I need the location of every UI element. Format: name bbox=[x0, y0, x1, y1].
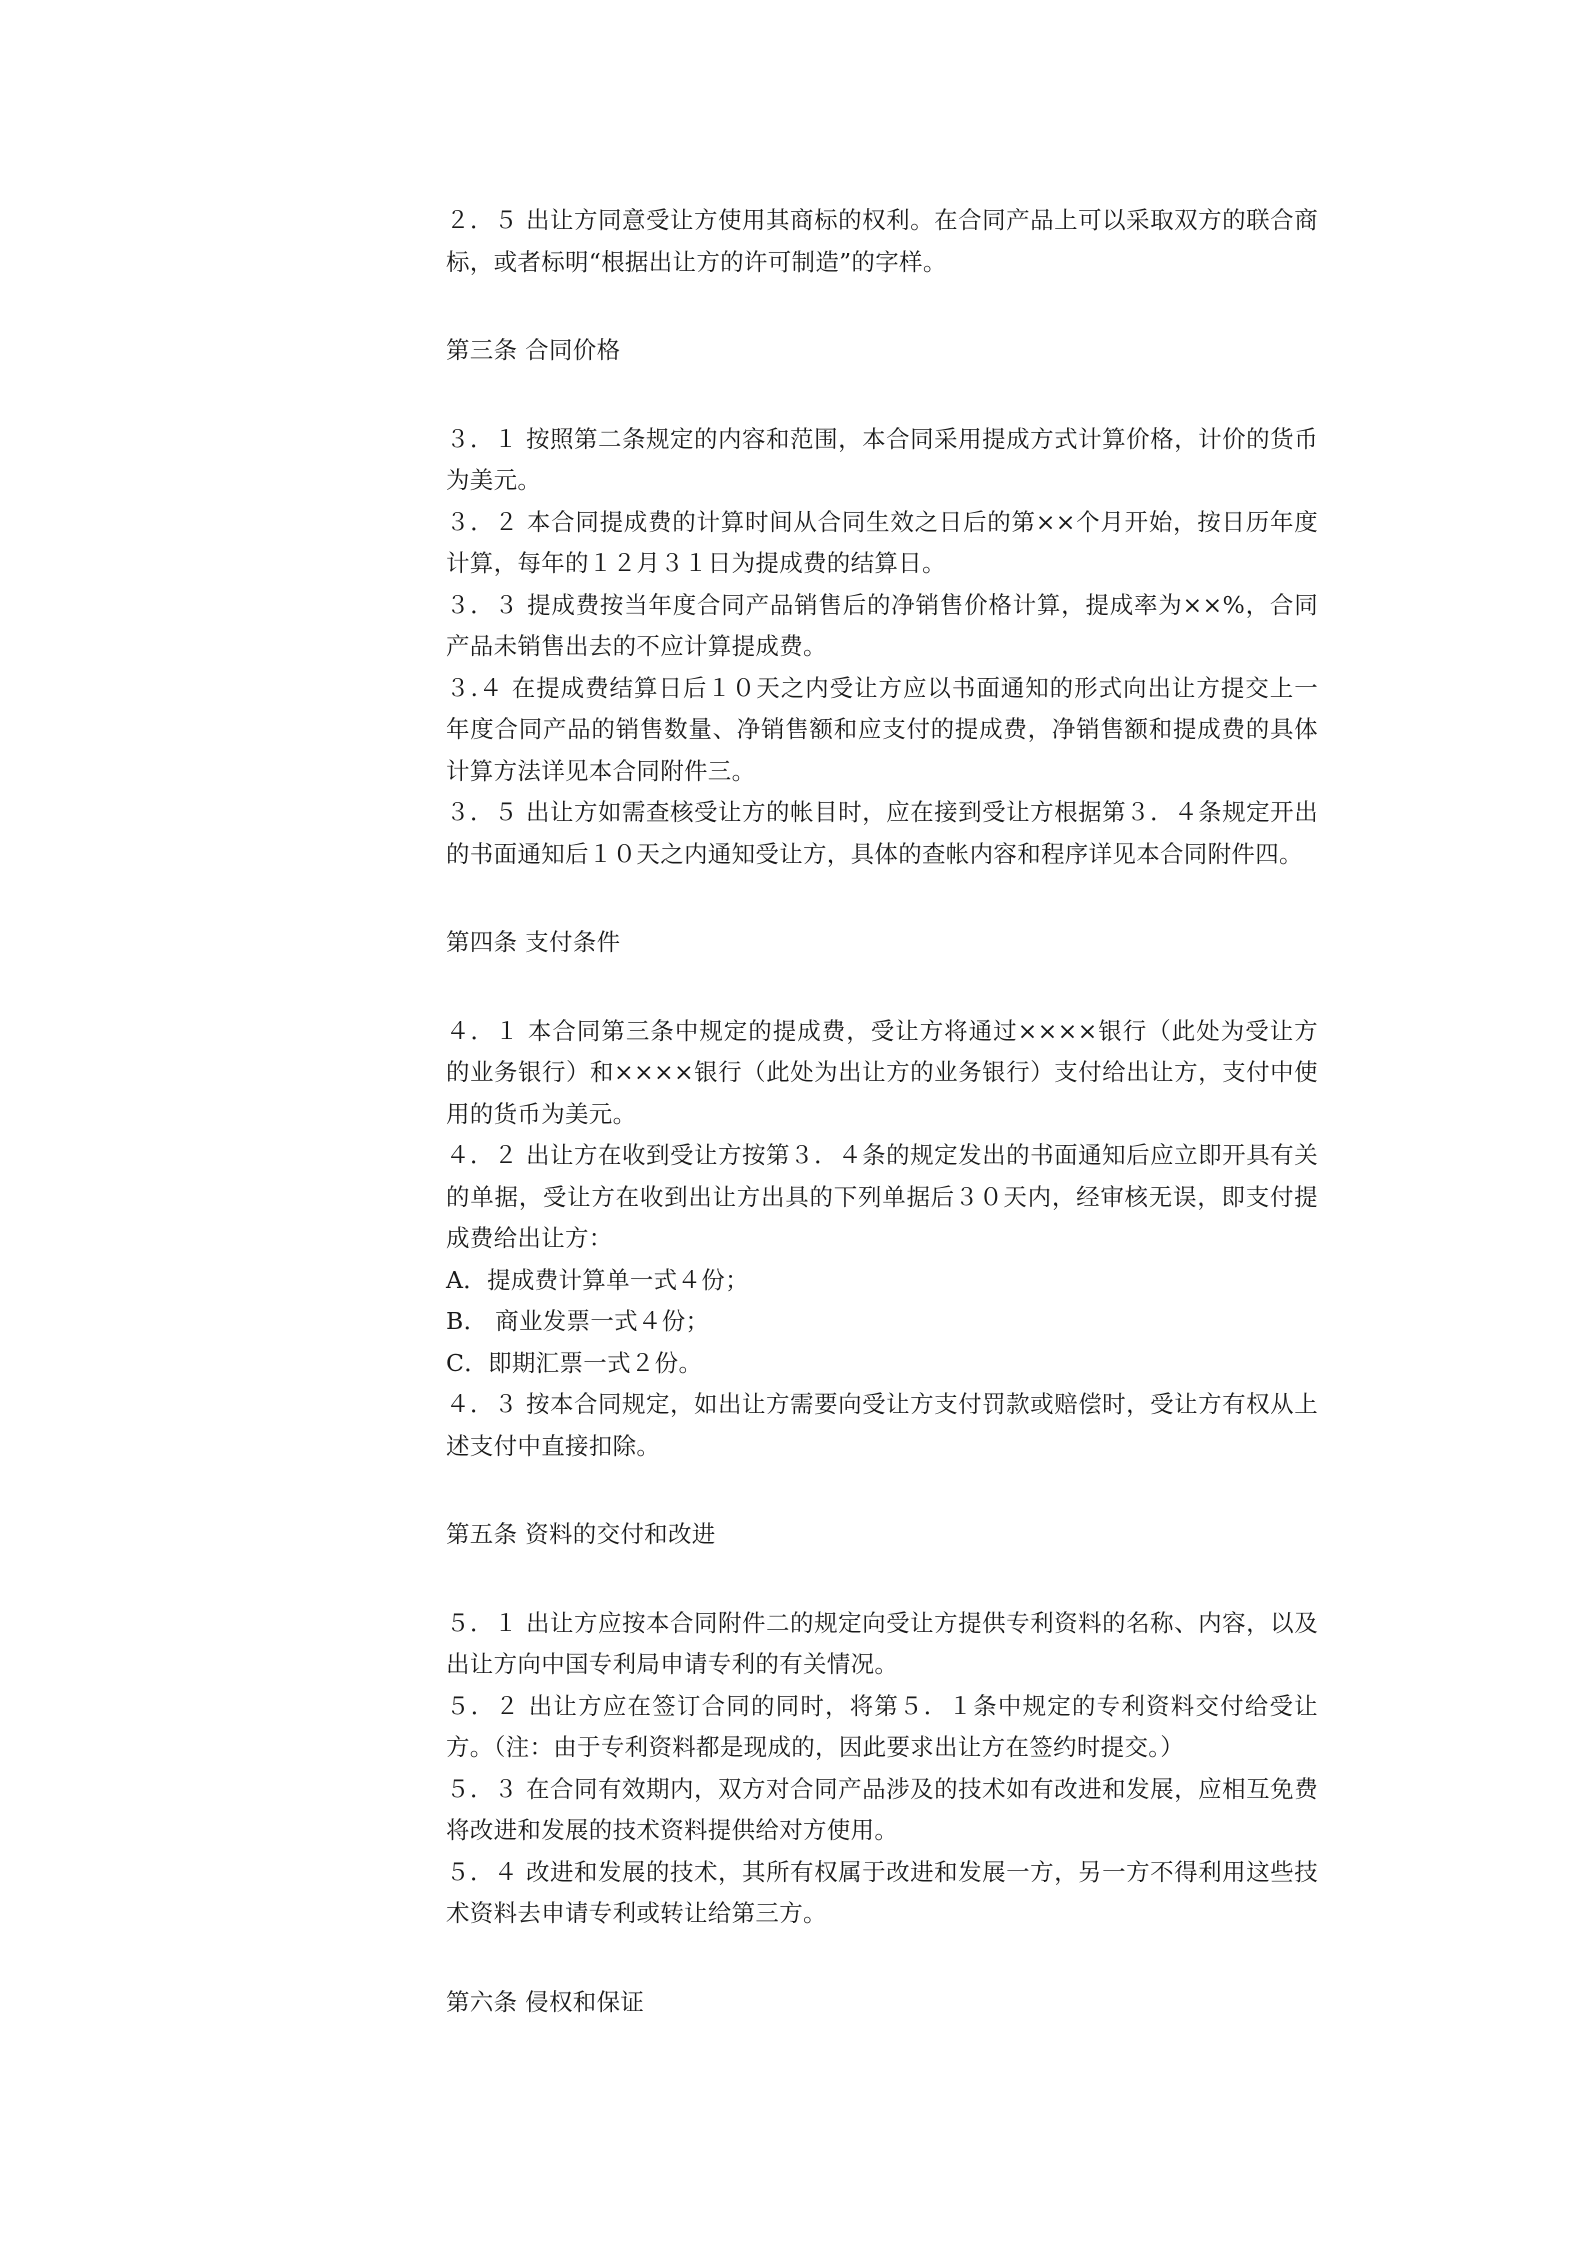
article-4-heading: 第四条 支付条件 bbox=[446, 928, 621, 956]
clause-5-1: ５．１ 出让方应按本合同附件二的规定向受让方提供专利资料的名称、内容，以及出让方向中国专利局申请专利的有关情况。 bbox=[446, 1608, 1318, 1678]
list-item-b: B． 商业发票一式４份； bbox=[446, 1307, 710, 1335]
clause-3-4: ３.４ 在提成费结算日后１０天之内受让方应以书面通知的形式向出让方提交上一年度合同产品的销售数量、净销售额和应支付的提成费，净销售额和提成费的具体计算方法详见本合同附件三。 bbox=[446, 673, 1318, 785]
list-item-a: A．提成费计算单一式４份； bbox=[446, 1265, 749, 1294]
article-3-heading: 第三条 合同价格 bbox=[446, 336, 621, 364]
clause-3-2: ３．２ 本合同提成费的计算时间从合同生效之日后的第××个月开始，按日历年度计算，每年的１２月３１日为提成费的结算日。 bbox=[446, 507, 1318, 577]
clause-2-5: ２．５ 出让方同意受让方使用其商标的权利。在合同产品上可以采取双方的联合商标，或者标明“根据出让方的许可制造”的字样。 bbox=[446, 206, 1318, 276]
clause-4-3: ４．３ 按本合同规定，如出让方需要向受让方支付罚款或赔偿时，受让方有权从上述支付中直接扣除。 bbox=[446, 1390, 1318, 1460]
clause-4-2: ４．２ 出让方在收到受让方按第３．４条的规定发出的书面通知后应立即开具有关的单据，受让方在收到出让方出具的下列单据后３０天内，经审核无误，即支付提成费给出让方： bbox=[446, 1141, 1318, 1252]
clause-5-3: ５．３ 在合同有效期内，双方对合同产品涉及的技术如有改进和发展，应相互免费将改进和发展的技术资料提供给对方使用。 bbox=[446, 1774, 1318, 1844]
clause-3-3: ３．３ 提成费按当年度合同产品销售后的净销售价格计算，提成率为××%，合同产品未销售出去的不应计算提成费。 bbox=[446, 590, 1318, 660]
clause-3-5: ３．５ 出让方如需查核受让方的帐目时，应在接到受让方根据第３．４条规定开出的书面通知后１０天之内通知受让方，具体的查帐内容和程序详见本合同附件四。 bbox=[446, 798, 1318, 868]
article-6-heading: 第六条 侵权和保证 bbox=[446, 1987, 645, 2016]
list-item-c: C．即期汇票一式２份。 bbox=[446, 1348, 703, 1377]
clause-5-4: ５．４ 改进和发展的技术，其所有权属于改进和发展一方，另一方不得利用这些技术资料去申请专利或转让给第三方。 bbox=[446, 1857, 1318, 1927]
article-5-heading: 第五条 资料的交付和改进 bbox=[446, 1520, 716, 1548]
clause-3-1: ３．１ 按照第二条规定的内容和范围，本合同采用提成方式计算价格，计价的货币为美元。 bbox=[446, 424, 1318, 494]
document-body bbox=[446, 200, 1318, 2023]
clause-5-2: ５．２ 出让方应在签订合同的同时，将第５．１条中规定的专利资料交付给受让方。（注：由于专利资料都是现成的，因此要求出让方在签约时提交。） bbox=[446, 1691, 1318, 1761]
clause-4-1: ４．１ 本合同第三条中规定的提成费，受让方将通过××××银行（此处为受让方的业务银行）和××××银行（此处为出让方的业务银行）支付给出让方，支付中使用的货币为美元。 bbox=[446, 1016, 1318, 1128]
